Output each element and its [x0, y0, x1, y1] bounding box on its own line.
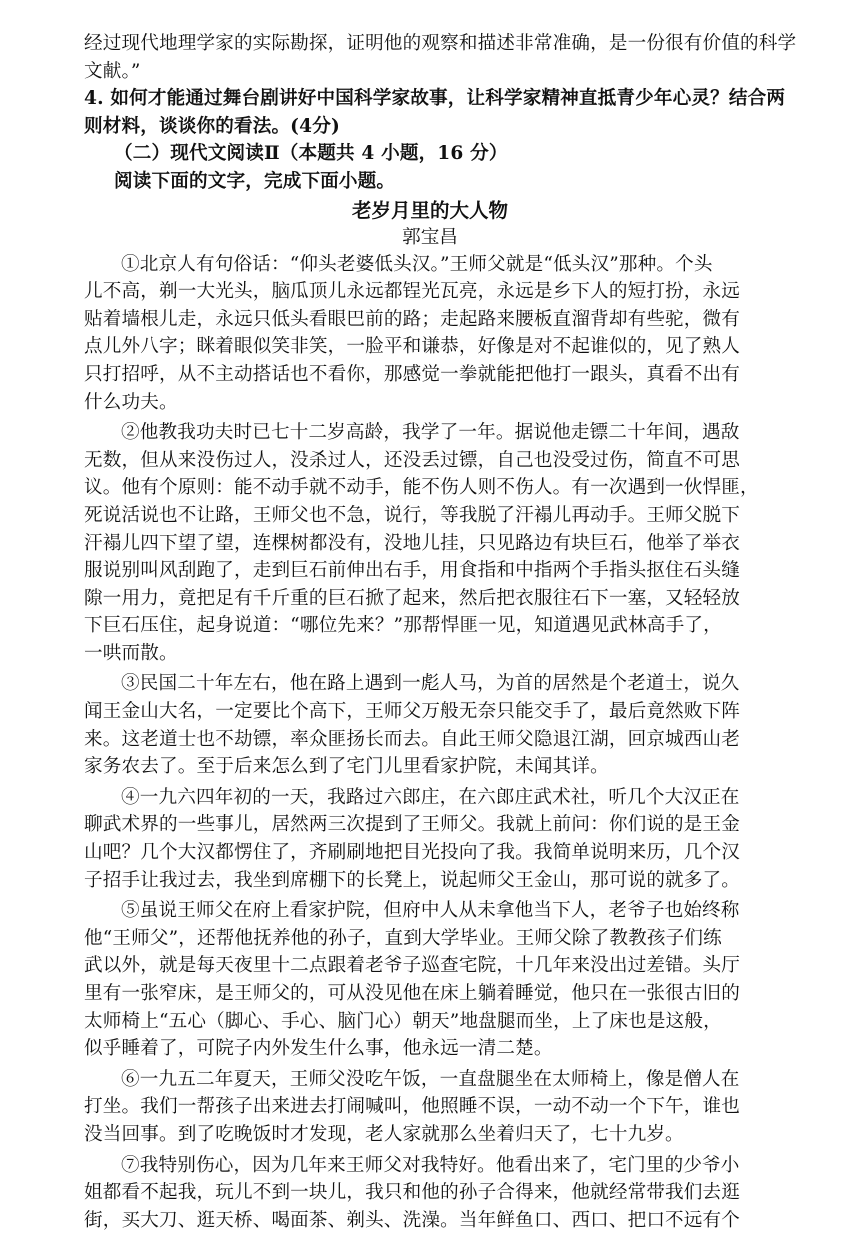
paragraph-line: 太师椅上“五心（脚心、手心、脑门心）朝天”地盘腿而坐，上了床也是这般，	[84, 1010, 722, 1032]
paragraph-line: 武以外，就是每天夜里十二点跟着老爷子巡查宅院，十几年来没出过差错。头厅	[84, 955, 741, 977]
paragraph-line: 没当回事。到了吃晚饭时才发现，老人家就那么坐着归天了，七十九岁。	[84, 1123, 684, 1145]
article-body	[84, 251, 776, 1237]
article-paragraph	[84, 251, 776, 417]
paragraph-line: 子招手让我过去，我坐到席棚下的长凳上，说起师父王金山，那可说的就多了。	[84, 869, 741, 891]
paragraph-line: 聊武术界的一些事儿，居然两三次提到了王师父。我就上前问：你们说的是王金	[84, 814, 741, 836]
intro-line: 经过现代地理学家的实际勘探，证明他的观察和描述非常准确，是一份很有价值的科学	[84, 33, 797, 54]
paragraph-line: 姐都看不起我，玩儿不到一块儿，我只和他的孙子合得来，他就经常带我们去逛	[84, 1182, 741, 1204]
article-paragraph	[84, 1152, 776, 1235]
paragraph-line: ⑦我特别伤心，因为几年来王师父对我特好。他看出来了，宅门里的少爷小	[121, 1154, 740, 1176]
paragraph-line: 下巨石压住，起身说道：“哪位先来？”那帮悍匪一见，知道遇见武林高手了，	[84, 615, 722, 637]
article-paragraph	[84, 670, 776, 780]
article-title: 老岁月里的大人物	[351, 198, 508, 222]
article-author: 郭宝昌	[402, 226, 458, 248]
paragraph-line: 服说别叫风刮跑了，走到巨石前伸出右手，用食指和中指两个手指头抠住石头缝	[84, 560, 741, 582]
paragraph-line: ②他教我功夫时已七十二岁高龄，我学了一年。据说他走镖二十年间，遇敌	[121, 422, 740, 444]
paragraph-line: 贴着墙根儿走，永远只低头看眼巴前的路；走起路来腰板直溜背却有些驼，微有	[84, 308, 741, 330]
paragraph-line: 里有一张窄床，是王师父的，可从没见他在床上躺着睡觉，他只在一张很古旧的	[84, 983, 741, 1004]
paragraph-line: ③民国二十年左右，他在路上遇到一彪人马，为首的居然是个老道士，说久	[121, 673, 740, 695]
article-paragraph	[84, 1066, 776, 1149]
paragraph-line: 来。这老道士也不劫镖，率众匪扬长而去。自此王师父隐退江湖，回京城西山老	[84, 728, 741, 750]
paragraph-line: 家务农去了。至于后来怎么到了宅门儿里看家护院，未闻其详。	[84, 756, 609, 778]
intro-line: 文献。”	[84, 60, 141, 82]
paragraph-line: 汗褟儿四下望了望，连棵树都没有，没地儿挂，只见路边有块巨石，他举了举衣	[84, 532, 741, 554]
question-line: 则材料，谈谈你的看法。(4分)	[84, 115, 340, 137]
paragraph-line: ⑥一九五二年夏天，王师父没吃午饭，一直盘腿坐在太师椅上，像是僧人在	[121, 1068, 740, 1090]
paragraph-line: ①北京人有句俗话：“仰头老婆低头汉。”王师父就是“低头汉”那种。个头	[121, 253, 713, 275]
section-heading: （二）现代文阅读Ⅱ（本题共 4 小题，16 分）	[114, 143, 508, 165]
question-4	[84, 85, 786, 140]
intro-block	[84, 30, 797, 85]
article-paragraph	[84, 897, 776, 1063]
paragraph-line: 山吧？几个大汉都愣住了，齐刷刷地把目光投向了我。我简单说明来历，几个汉	[84, 842, 741, 864]
paragraph-line: ⑤虽说王师父在府上看家护院，但府中人从未拿他当下人，老爷子也始终称	[121, 900, 740, 922]
paragraph-line: 无数，但从来没伤过人，没杀过人，还没丢过镖，自己也没受过伤，简直不可思	[84, 449, 741, 471]
paragraph-line: 点儿外八字；眯着眼似笑非笑，一脸平和谦恭，好像是对不起谁似的，见了熟人	[84, 336, 741, 358]
paragraph-line: 议。他有个原则：能不动手就不动手，能不伤人则不伤人。有一次遇到一伙悍匪，	[84, 477, 759, 499]
reading-instruction: 阅读下面的文字，完成下面小题。	[114, 170, 396, 192]
paragraph-line: 死说活说也不让路，王师父也不急，说行，等我脱了汗褟儿再动手。王师父脱下	[84, 504, 741, 526]
question-line: 4. 如何才能通过舞台剧讲好中国科学家故事，让科学家精神直抵青少年心灵？结合两	[84, 88, 786, 110]
paragraph-line: 他“王师父”，还帮他抚养他的孙子，直到大学毕业。王师父除了教教孩子们练	[84, 927, 722, 949]
article-paragraph	[84, 784, 776, 894]
paragraph-line: 什么功夫。	[84, 391, 178, 413]
paragraph-line: 似乎睡着了，可院子内外发生什么事，他永远一清二楚。	[84, 1038, 553, 1060]
paragraph-line: 闻王金山大名，一定要比个高下，王师父万般无奈只能交手了，最后竟然败下阵	[84, 701, 741, 723]
paragraph-line: 打坐。我们一帮孩子出来进去打闹喊叫，他照睡不误，一动不动一个下午，谁也	[84, 1096, 741, 1118]
paragraph-line: 一哄而散。	[84, 642, 178, 664]
paragraph-line: 隙一用力，竟把足有千斤重的巨石掀了起来，然后把衣服往石下一塞，又轻轻放	[84, 587, 741, 609]
paragraph-line: ④一九六四年初的一天，我路过六郎庄，在六郎庄武术社，听几个大汉正在	[121, 786, 740, 808]
paragraph-line: 儿不高，剃一大光头，脑瓜顶儿永远都锃光瓦亮，永远是乡下人的短打扮，永远	[84, 281, 741, 303]
article-paragraph	[84, 419, 776, 667]
paragraph-line: 只打招呼，从不主动搭话也不看你，那感觉一拳就能把他打一跟头，真看不出有	[84, 363, 741, 385]
paragraph-line: 街，买大刀、逛天桥、喝面茶、剃头、洗澡。当年鲜鱼口、西口、把口不远有个	[84, 1209, 741, 1231]
